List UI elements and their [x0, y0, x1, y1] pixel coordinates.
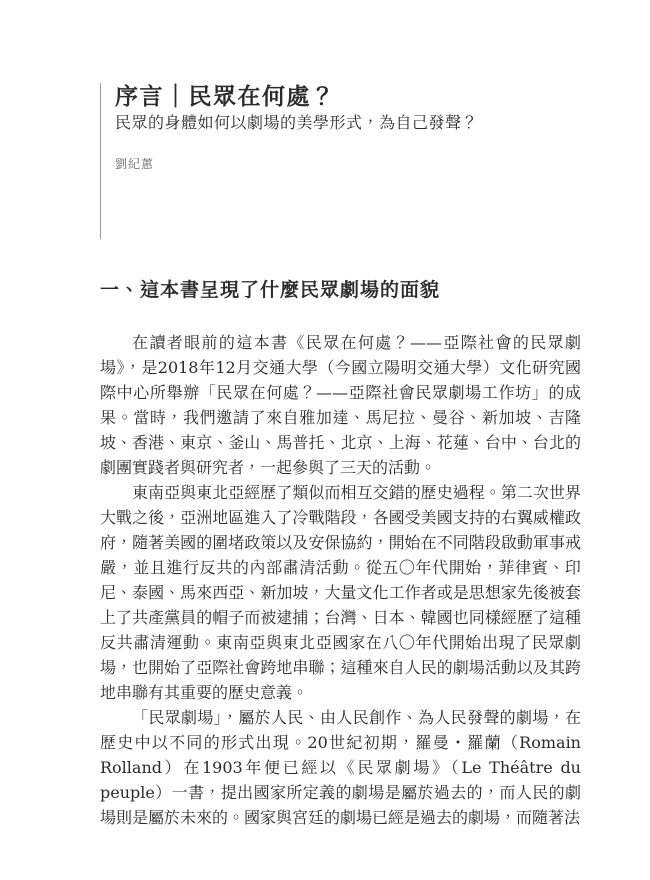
paragraph-peoples-theatre-definition: 「民眾劇場」，屬於人民、由人民創作、為人民發聲的劇場，在歷史中以不同的形式出現。20世紀初期，羅曼・羅蘭（Romain Rolland）在1903年便已經以《民眾劇場》（Le Théâtre du peuple）一書，提出國家所定義的劇場是屬於過去的，而人民的劇場則是屬於未來的。國家與宮廷的劇場已經是過去的劇場，而隨著法	[100, 708, 581, 827]
page-title: 序言｜民眾在何處？	[115, 83, 336, 110]
section-heading: 一、這本書呈現了什麼民眾劇場的面貌	[100, 279, 441, 301]
paragraph-workshop-origin: 在讀者眼前的這本書《民眾在何處？——亞際社會的民眾劇場》，是2018年12月交通大學（今國立陽明交通大學）文化研究國際中心所舉辦「民眾在何處？——亞際社會民眾劇場工作坊」的成果。當時，我們邀請了來自雅加達、馬尼拉、曼谷、新加坡、吉隆坡、香港、東京、釜山、馬普托、北京、上海、花蓮、台中、台北的劇團實踐者與研究者，一起參與了三天的活動。	[100, 333, 581, 477]
author-name: 劉紀蕙	[115, 157, 155, 171]
body-text	[100, 330, 581, 830]
preface-title-block	[100, 83, 520, 239]
paragraph-cold-war-history: 東南亞與東北亞經歷了類似而相互交錯的歷史過程。第二次世界大戰之後，亞洲地區進入了冷戰階段，各國受美國支持的右翼威權政府，隨著美國的圍堵政策以及安保協約，開始在不同階段啟動軍事戒嚴，並且進行反共的內部肅清活動。從五〇年代開始，菲律賓、印尼、泰國、馬來西亞、新加坡，大量文化工作者或是思想家先後被套上了共產黨員的帽子而被逮捕；台灣、日本、韓國也同樣經歷了這種反共肅清運動。東南亞與東北亞國家在八〇年代開始出現了民眾劇場，也開始了亞際社會跨地串聯；這種來自人民的劇場活動以及其跨地串聯有其重要的歷史意義。	[100, 483, 581, 702]
page-subtitle: 民眾的身體如何以劇場的美學形式，為自己發聲？	[115, 113, 479, 132]
